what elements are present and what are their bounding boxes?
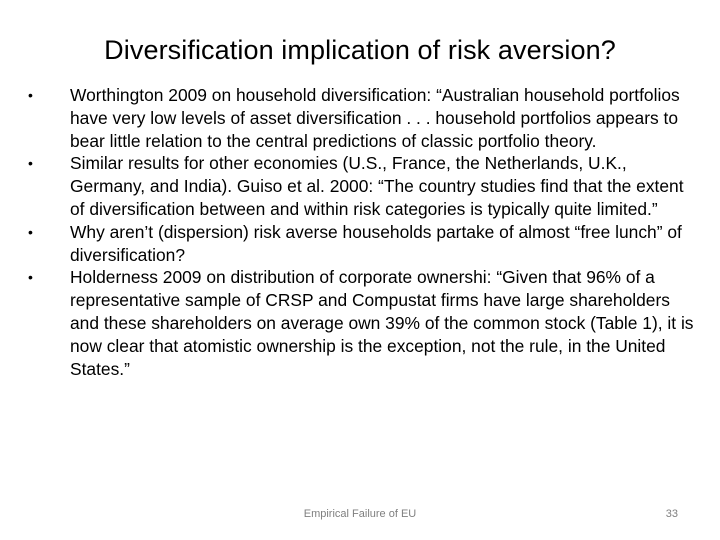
bullet-marker: • (28, 87, 33, 103)
bullet-text: Similar results for other economies (U.S., France, the Netherlands, U.K., Germany, and India). Guiso et al. 2000: “The country studies find that the extent of diversification between and within risk categories is typically quite limited.” (70, 153, 684, 219)
bullet-text: Why aren’t (dispersion) risk averse households partake of almost “free lunch” of diversification? (70, 221, 682, 265)
slide-title: Diversification implication of risk aversion? (104, 35, 616, 65)
slide-footer: Empirical Failure of EU (303, 508, 417, 520)
bullet-text: Holderness 2009 on distribution of corporate ownershi: “Given that 96% of a representative sample of CRSP and Compustat firms have large shareholders and these shareholders on average own 39% of the common stock (Table 1), it is now clear that atomistic ownership is the exception, not the rule, in the United States.” (70, 267, 694, 379)
bullet-item (28, 152, 700, 220)
bullet-marker: • (28, 155, 33, 172)
page-number: 33 (665, 508, 678, 520)
bullet-item (28, 221, 700, 267)
bullet-marker: • (28, 223, 33, 240)
bullet-marker: • (28, 269, 33, 286)
bullet-item (28, 84, 700, 152)
bullet-list (28, 84, 700, 380)
bullet-item (28, 266, 700, 380)
bullet-text: Worthington 2009 on household diversification: “Australian household portfolios have very low levels of asset diversification . . . household portfolios appears to bear little relation to the central predictions of classic portfolio theory. (70, 85, 680, 151)
